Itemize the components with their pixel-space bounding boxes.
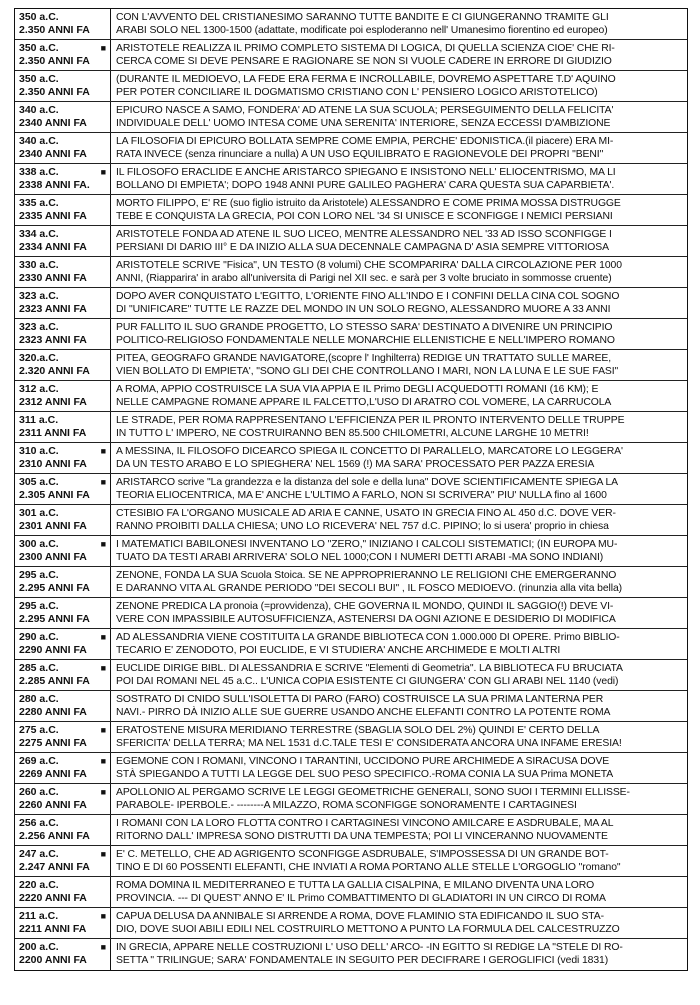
square-bullet-icon: ■ — [100, 539, 106, 549]
timeline-row — [15, 9, 687, 40]
timeline-row — [15, 846, 687, 877]
event-text — [111, 505, 687, 535]
date-cell — [15, 319, 111, 349]
event-line: BOLLANO DI EMPIETA'; DOPO 1948 ANNI PURE GALILEO PAGHERA' CARA QUESTA SUA CAPARBIETA'. — [116, 180, 615, 191]
event-line: CAPUA DELUSA DA ANNIBALE SI ARRENDE A ROMA, DOVE FLAMINIO STA EDIFICANDO IL SUO STA- — [116, 911, 604, 922]
event-line: TEORIA ELIOCENTRICA, MA E' ANCHE L'ULTIMO A FARLO, NON SI SCRIVERA'' PIU' NULLA fino al 1600 — [116, 490, 607, 501]
years-ago-label: 2.285 ANNI FA — [19, 675, 90, 687]
square-bullet-icon: ■ — [100, 663, 106, 673]
year-label: 320.a.C. — [19, 352, 59, 364]
years-ago-label: 2.295 ANNI FA — [19, 582, 90, 594]
event-text — [111, 598, 687, 628]
years-ago-label: 2.256 ANNI FA — [19, 830, 90, 842]
years-ago-label: 2.295 ANNI FA — [19, 613, 90, 625]
event-text — [111, 908, 687, 938]
event-line: ROMA DOMINA IL MEDITERRANEO E TUTTA LA GALLIA CISALPINA, E MILANO DIVENTA UNA LORO — [116, 880, 595, 891]
event-line: TUATO DA TESTI ARABI ARRIVERA' SOLO NEL 1000;CON I NUMERI DETTI ARABI -MA SONO INDIANI) — [116, 552, 604, 563]
event-text — [111, 133, 687, 163]
square-bullet-icon: ■ — [100, 43, 106, 53]
event-line: (DURANTE IL MEDIOEVO, LA FEDE ERA FERMA E INCROLLABILE, DOVREMO ASPETTARE T.D' AQUINO — [116, 74, 616, 85]
year-label: 340 a.C. — [19, 104, 59, 116]
date-cell — [15, 9, 111, 39]
event-text — [111, 939, 687, 970]
date-cell — [15, 40, 111, 70]
event-text — [111, 474, 687, 504]
event-line: IN GRECIA, APPARE NELLE COSTRUZIONI L' USO DELL' ARCO- -IN EGITTO SI REDIGE LA "STELE DI RO- — [116, 942, 623, 953]
event-line: IN TUTTO L' IMPERO, NE COSTRUIRANNO BEN 85.500 CHILOMETRI, ALCUNE LARGHE 10 METRI! — [116, 428, 589, 439]
years-ago-label: 2211 ANNI FA — [19, 923, 87, 935]
square-bullet-icon: ■ — [100, 446, 106, 456]
timeline-row — [15, 567, 687, 598]
event-text — [111, 226, 687, 256]
event-line: ARISTOTELE REALIZZA IL PRIMO COMPLETO SISTEMA DI LOGICA, DI QUELLA SCIENZA CIOE' CHE RI- — [116, 43, 615, 54]
event-line: I MATEMATICI BABILONESI INVENTANO LO "ZERO," INIZIANO I CALCOLI SISTEMATICI; (IN EUROPA MU- — [116, 539, 618, 550]
timeline-row — [15, 598, 687, 629]
date-cell — [15, 877, 111, 907]
timeline-table — [14, 8, 688, 971]
years-ago-label: 2338 ANNI FA. — [19, 179, 90, 191]
event-text — [111, 288, 687, 318]
date-cell — [15, 71, 111, 101]
square-bullet-icon: ■ — [100, 787, 106, 797]
event-line: ARISTOTELE FONDA AD ATENE IL SUO LICEO, MENTRE ALESSANDRO NEL '33 AD ISSO SCONFIGGE I — [116, 229, 612, 240]
years-ago-label: 2260 ANNI FA — [19, 799, 87, 811]
date-cell — [15, 629, 111, 659]
timeline-row — [15, 195, 687, 226]
years-ago-label: 2323 ANNI FA — [19, 334, 87, 346]
event-line: TECARIO E' ZENODOTO, POI EUCLIDE, E VI STUDIERA' ANCHE ARCHIMEDE E MOLTI ALTRI — [116, 645, 561, 656]
square-bullet-icon: ■ — [100, 725, 106, 735]
timeline-row — [15, 629, 687, 660]
year-label: 275 a.C. — [19, 724, 59, 736]
event-line: VERE CON IMPASSIBILE AUTOSUFFICIENZA, ASTENERSI DA OGNI AZIONE E DESIDERIO DI MODIFICA — [116, 614, 616, 625]
timeline-row — [15, 753, 687, 784]
event-line: DOPO AVER CONQUISTATO L'EGITTO, L'ORIENTE FINO ALL'INDO E I CONFINI DELLA CINA COL SOGNO — [116, 291, 620, 302]
event-line: ZENONE PREDICA LA pronoia (=provvidenza), CHE GOVERNA IL MONDO, QUINDI IL SAGGIO(!) DEVE VI- — [116, 601, 614, 612]
year-label: 350 a.C. — [19, 73, 59, 85]
event-text — [111, 102, 687, 132]
event-text — [111, 412, 687, 442]
event-line: ERATOSTENE MISURA MERIDIANO TERRESTRE (SBAGLIA SOLO DEL 2%) QUINDI E' CERTO DELLA — [116, 725, 600, 736]
timeline-row — [15, 877, 687, 908]
timeline-row — [15, 660, 687, 691]
event-line: DIO, DOVE SUOI ABILI EDILI NEL COSTRUIRLO METTONO A PUNTO LA FORMULA DEL CALCESTRUZZO — [116, 924, 620, 935]
event-line: RITORNO DALL' IMPRESA SONO DISTRUTTI DA UNA TEMPESTA; POI LI VINCERANNO NUOVAMENTE — [116, 831, 608, 842]
date-cell — [15, 195, 111, 225]
event-line: EPICURO NASCE A SAMO, FONDERA' AD ATENE LA SUA SCUOLA; PERSEGUIMENTO DELLA FELICITA' — [116, 105, 614, 116]
years-ago-label: 2.305 ANNI FA — [19, 489, 90, 501]
year-label: 300 a.C. — [19, 538, 59, 550]
event-line: PUR FALLITO IL SUO GRANDE PROGETTO, LO STESSO SARA' DESTINATO A DIVENIRE UN PRINCIPIO — [116, 322, 613, 333]
timeline-row — [15, 474, 687, 505]
timeline-row — [15, 815, 687, 846]
event-text — [111, 319, 687, 349]
year-label: 323 a.C. — [19, 321, 59, 333]
date-cell — [15, 164, 111, 194]
year-label: 330 a.C. — [19, 259, 59, 271]
event-text — [111, 784, 687, 814]
timeline-row — [15, 257, 687, 288]
event-text — [111, 629, 687, 659]
timeline-row — [15, 505, 687, 536]
event-line: LE STRADE, PER ROMA RAPPRESENTANO L'EFFICIENZA PER IL PRONTO INTERVENTO DELLE TRUPPE — [116, 415, 625, 426]
event-line: NELLE CAMPAGNE ROMANE APPARE IL FALCETTO,L'USO DI ARATRO COL VOMERE, LA CARRUCOLA — [116, 397, 612, 408]
event-line: ZENONE, FONDA LA SUA Scuola Stoica. SE NE APPROPRIERANNO LE RELIGIONI CHE EMERGERANNO — [116, 570, 617, 581]
date-cell — [15, 567, 111, 597]
event-text — [111, 753, 687, 783]
year-label: 295 a.C. — [19, 600, 59, 612]
years-ago-label: 2340 ANNI FA — [19, 148, 87, 160]
event-line: A ROMA, APPIO COSTRUISCE LA SUA VIA APPIA E IL Primo DEGLI ACQUEDOTTI ROMANI (16 KM); E — [116, 384, 599, 395]
years-ago-label: 2312 ANNI FA — [19, 396, 87, 408]
year-label: 323 a.C. — [19, 290, 59, 302]
year-label: 338 a.C. — [19, 166, 59, 178]
year-label: 350 a.C. — [19, 42, 59, 54]
date-cell — [15, 598, 111, 628]
timeline-row — [15, 164, 687, 195]
year-label: 290 a.C. — [19, 631, 59, 643]
square-bullet-icon: ■ — [100, 942, 106, 952]
years-ago-label: 2340 ANNI FA — [19, 117, 87, 129]
event-line: SETTA " TRILINGUE; SARA' FONDAMENTALE IN SEGUITO PER DECIFRARE I GEROGLIFICI (vedi 1831) — [116, 955, 609, 966]
event-text — [111, 257, 687, 287]
event-line: ANNI, (Riapparira' in arabo all'universita di Parigi nel XII sec. e sarà per 3 volte bruciato in sommosse cruente) — [116, 273, 612, 284]
event-text — [111, 691, 687, 721]
date-cell — [15, 257, 111, 287]
event-line: AD ALESSANDRIA VIENE COSTITUITA LA GRANDE BIBLIOTECA CON 1.000.000 DI OPERE. Primo BIBLIO- — [116, 632, 620, 643]
date-cell — [15, 102, 111, 132]
year-label: 247 a.C. — [19, 848, 59, 860]
date-cell — [15, 536, 111, 566]
event-line: DA UN TESTO ARABO E LO SPIEGHERA' NEL 1569 (!) MA SARA' PROCESSATO PER PAZZA ERESIA — [116, 459, 595, 470]
date-cell — [15, 474, 111, 504]
date-cell — [15, 784, 111, 814]
event-text — [111, 381, 687, 411]
years-ago-label: 2310 ANNI FA — [19, 458, 87, 470]
year-label: 301 a.C. — [19, 507, 59, 519]
date-cell — [15, 350, 111, 380]
event-line: ARISTARCO scrive "La grandezza e la distanza del sole e della luna" DOVE SCIENTIFICAMENTE SPIEGA LA — [116, 477, 619, 488]
event-line: POI DAI ROMANI NEL 45 a.C.. L'UNICA COPIA ESISTENTE CI GIUNGERA' CON GLI ARABI NEL 1140 (vedi) — [116, 676, 619, 687]
year-label: 305 a.C. — [19, 476, 59, 488]
year-label: 220 a.C. — [19, 879, 59, 891]
event-text — [111, 536, 687, 566]
event-line: E DARANNO VITA AL GRANDE PERIODO "DEI SECOLI BUI" , IL FOSCO MEDIOEVO. (rinunzia alla vita bella) — [116, 583, 622, 594]
square-bullet-icon: ■ — [100, 849, 106, 859]
event-line: RATA INVECE (senza rinunciare a nulla) A UN USO EQUILIBRATO E RAGIONEVOLE DEI PROPRI "BENI" — [116, 149, 604, 160]
event-line: PROVINCIA. --- DI QUEST' ANNO E' IL Primo COMBATTIMENTO DI GLADIATORI IN UN CIRCO DI ROMA — [116, 893, 606, 904]
date-cell — [15, 443, 111, 473]
date-cell — [15, 722, 111, 752]
years-ago-label: 2334 ANNI FA — [19, 241, 87, 253]
years-ago-label: 2.247 ANNI FA — [19, 861, 90, 873]
event-line: PER POTER CONCILIARE IL DOGMATISMO CRISTIANO CON L' PENSIERO LOGICO ARISTOTELICO) — [116, 87, 598, 98]
event-line: EUCLIDE DIRIGE BIBL. DI ALESSANDRIA E SCRIVE "Elementi di Geometria". LA BIBLIOTECA FU BRUCIATA — [116, 663, 623, 674]
event-line: EGEMONE CON I ROMANI, VINCONO I TARANTINI, UCCIDONO PURE ARCHIMEDE A SIRACUSA DOVE — [116, 756, 610, 767]
event-line: CON L'AVVENTO DEL CRISTIANESIMO SARANNO TUTTE BANDITE E CI GIUNGERANNO TRAMITE GLI — [116, 12, 609, 23]
event-text — [111, 164, 687, 194]
year-label: 335 a.C. — [19, 197, 59, 209]
timeline-row — [15, 691, 687, 722]
date-cell — [15, 505, 111, 535]
event-line: APOLLONIO AL PERGAMO SCRIVE LE LEGGI GEOMETRICHE GENERALI, SONO SUOI I TERMINI ELLISSE- — [116, 787, 630, 798]
years-ago-label: 2.350 ANNI FA — [19, 55, 90, 67]
year-label: 340 a.C. — [19, 135, 59, 147]
year-label: 211 a.C. — [19, 910, 59, 922]
timeline-row — [15, 319, 687, 350]
event-text — [111, 567, 687, 597]
event-line: CTESIBIO FA L'ORGANO MUSICALE AD ARIA E CANNE, USATO IN GRECIA FINO AL 450 d.C. DOVE VER- — [116, 508, 616, 519]
event-text — [111, 660, 687, 690]
years-ago-label: 2.350 ANNI FA — [19, 86, 90, 98]
date-cell — [15, 753, 111, 783]
year-label: 311 a.C. — [19, 414, 59, 426]
year-label: 280 a.C. — [19, 693, 59, 705]
event-line: NAVI.- PIRRO DÀ INIZIO ALLE SUE GUERRE USANDO ANCHE ELEFANTI CONTRO LA POTENTE ROMA — [116, 707, 611, 718]
year-label: 200 a.C. — [19, 941, 59, 953]
event-text — [111, 9, 687, 39]
square-bullet-icon: ■ — [100, 756, 106, 766]
square-bullet-icon: ■ — [100, 632, 106, 642]
date-cell — [15, 288, 111, 318]
event-line: SOSTRATO DI CNIDO SULL'ISOLETTA DI PARO (FARO) COSTRUISCE LA SUA PRIMA LANTERNA PER — [116, 694, 604, 705]
date-cell — [15, 660, 111, 690]
timeline-row — [15, 412, 687, 443]
date-cell — [15, 815, 111, 845]
event-line: I ROMANI CON LA LORO FLOTTA CONTRO I CARTAGINESI VINCONO AMILCARE E ASDRUBALE, MA AL — [116, 818, 614, 829]
year-label: 295 a.C. — [19, 569, 59, 581]
timeline-row — [15, 784, 687, 815]
timeline-row — [15, 350, 687, 381]
timeline-row — [15, 102, 687, 133]
event-text — [111, 350, 687, 380]
event-line: VIEN BOLLATO DI EMPIETA', "SONO GLI DEI CHE CONTROLLANO I MARI, NON LA LUNA E LE SUE FASI" — [116, 366, 619, 377]
years-ago-label: 2301 ANNI FA — [19, 520, 87, 532]
years-ago-label: 2323 ANNI FA — [19, 303, 87, 315]
event-text — [111, 877, 687, 907]
event-line: RANNO PROIBITI DALLA CHIESA; UNO LO RICEVERA' NEL 757 d.C. PIPINO; lo si usera' proprio in chiesa — [116, 521, 609, 532]
event-line: PARABOLE- IPERBOLE.- --------A MILAZZO, ROMA SCONFIGGE SONORAMENTE I CARTAGINESI — [116, 800, 577, 811]
years-ago-label: 2335 ANNI FA — [19, 210, 87, 222]
timeline-row — [15, 722, 687, 753]
timeline-row — [15, 288, 687, 319]
square-bullet-icon: ■ — [100, 167, 106, 177]
event-line: IL FILOSOFO ERACLIDE E ANCHE ARISTARCO SPIEGANO E INSISTONO NELL' ELIOCENTRISMO, MA LI — [116, 167, 616, 178]
timeline-row — [15, 40, 687, 71]
years-ago-label: 2269 ANNI FA — [19, 768, 87, 780]
event-line: ARISTOTELE SCRIVE "Fisica", UN TESTO (8 volumi) CHE SCOMPARIRA' DALLA CIRCOLAZIONE PER 1000 — [116, 260, 622, 271]
event-line: MORTO FILIPPO, E' RE (suo figlio istruito da Aristotele) ALESSANDRO E COME PRIMA MOSSA DISTRUGGE — [116, 198, 621, 209]
year-label: 260 a.C. — [19, 786, 59, 798]
years-ago-label: 2300 ANNI FA — [19, 551, 87, 563]
event-line: INDIVIDUALE DELL' UOMO INTESA COME UNA SERENITA' INTERIORE, SENZA ECCESSI D'AMBIZIONE — [116, 118, 611, 129]
timeline-row — [15, 226, 687, 257]
timeline-row — [15, 71, 687, 102]
event-text — [111, 722, 687, 752]
event-line: POLITICO-RELIGIOSO FONDAMENTALE NELLE MONARCHIE ELLENISTICHE E NELL'IMPERO ROMANO — [116, 335, 615, 346]
years-ago-label: 2.350 ANNI FA — [19, 24, 90, 36]
event-text — [111, 815, 687, 845]
event-text — [111, 40, 687, 70]
timeline-row — [15, 939, 687, 970]
event-text — [111, 846, 687, 876]
date-cell — [15, 846, 111, 876]
event-line: A MESSINA, IL FILOSOFO DICEARCO SPIEGA IL CONCETTO DI PARALLELO, MARCATORE LO LEGGERA' — [116, 446, 623, 457]
timeline-row — [15, 908, 687, 939]
years-ago-label: 2330 ANNI FA — [19, 272, 87, 284]
years-ago-label: 2220 ANNI FA — [19, 892, 87, 904]
year-label: 310 a.C. — [19, 445, 59, 457]
event-line: E' C. METELLO, CHE AD AGRIGENTO SCONFIGGE ASDRUBALE, S'IMPOSSESSA DI UN GRANDE BOT- — [116, 849, 609, 860]
timeline-row — [15, 133, 687, 164]
years-ago-label: 2275 ANNI FA — [19, 737, 87, 749]
event-line: LA FILOSOFIA DI EPICURO BOLLATA SEMPRE COME EMPIA, PERCHE' EDONISTICA.(il piacere) ERA MI- — [116, 136, 614, 147]
date-cell — [15, 381, 111, 411]
date-cell — [15, 226, 111, 256]
square-bullet-icon: ■ — [100, 477, 106, 487]
years-ago-label: 2.320 ANNI FA — [19, 365, 90, 377]
years-ago-label: 2290 ANNI FA — [19, 644, 87, 656]
event-line: TEBE E CONQUISTA LA GRECIA, POI CON LORO NEL '34 SI UNISCE E SCONFIGGE I NEMICI PERSIANI — [116, 211, 613, 222]
event-line: SFERICITA' DELLA TERRA; MA NEL 1531 d.C.TALE TESI E' CONSIDERATA ANCORA UNA INFAME ERESIA! — [116, 738, 622, 749]
years-ago-label: 2200 ANNI FA — [19, 954, 87, 966]
event-text — [111, 443, 687, 473]
years-ago-label: 2280 ANNI FA — [19, 706, 87, 718]
event-line: CERCA COME SI DEVE PENSARE E RAGIONARE SE NON SI VUOLE CADERE IN ERRORE DI GIUDIZIO — [116, 56, 612, 67]
event-line: ARABI SOLO NEL 1300-1500 (adattate, modificate poi esploderanno nell' Umanesimo fiorentino ed europeo) — [116, 25, 608, 36]
date-cell — [15, 939, 111, 970]
timeline-row — [15, 381, 687, 412]
date-cell — [15, 412, 111, 442]
date-cell — [15, 908, 111, 938]
date-cell — [15, 691, 111, 721]
square-bullet-icon: ■ — [100, 911, 106, 921]
year-label: 269 a.C. — [19, 755, 59, 767]
year-label: 285 a.C. — [19, 662, 59, 674]
event-line: STÀ SPIEGANDO A TUTTI LA LEGGE DEL SUO PESO SPECIFICO.-ROMA CONIA LA SUA Prima MONETA — [116, 769, 614, 780]
event-text — [111, 71, 687, 101]
date-cell — [15, 133, 111, 163]
year-label: 312 a.C. — [19, 383, 59, 395]
year-label: 350 a.C. — [19, 11, 59, 23]
event-text — [111, 195, 687, 225]
event-line: PITEA, GEOGRAFO GRANDE NAVIGATORE,(scopre l' Inghilterra) REDIGE UN TRATTATO SULLE MAREE, — [116, 353, 612, 364]
timeline-row — [15, 443, 687, 474]
event-line: DI "UNIFICARE" TUTTE LE RAZZE DEL MONDO IN UN SOLO REGNO, ALESSANDRO MUORE A 33 ANNI — [116, 304, 611, 315]
year-label: 334 a.C. — [19, 228, 59, 240]
event-line: PERSIANI DI DARIO III° E DA INIZIO ALLA SUA DECENNALE CAMPAGNA D' ASIA SEMPRE VITTORIOSA — [116, 242, 609, 253]
event-line: TINO E DI 60 POSSENTI ELEFANTI, CHE INVIATI A ROMA PORTANO ALLE STELLE L'ORGOGLIO "romano" — [116, 862, 621, 873]
years-ago-label: 2311 ANNI FA — [19, 427, 87, 439]
timeline-row — [15, 536, 687, 567]
year-label: 256 a.C. — [19, 817, 59, 829]
